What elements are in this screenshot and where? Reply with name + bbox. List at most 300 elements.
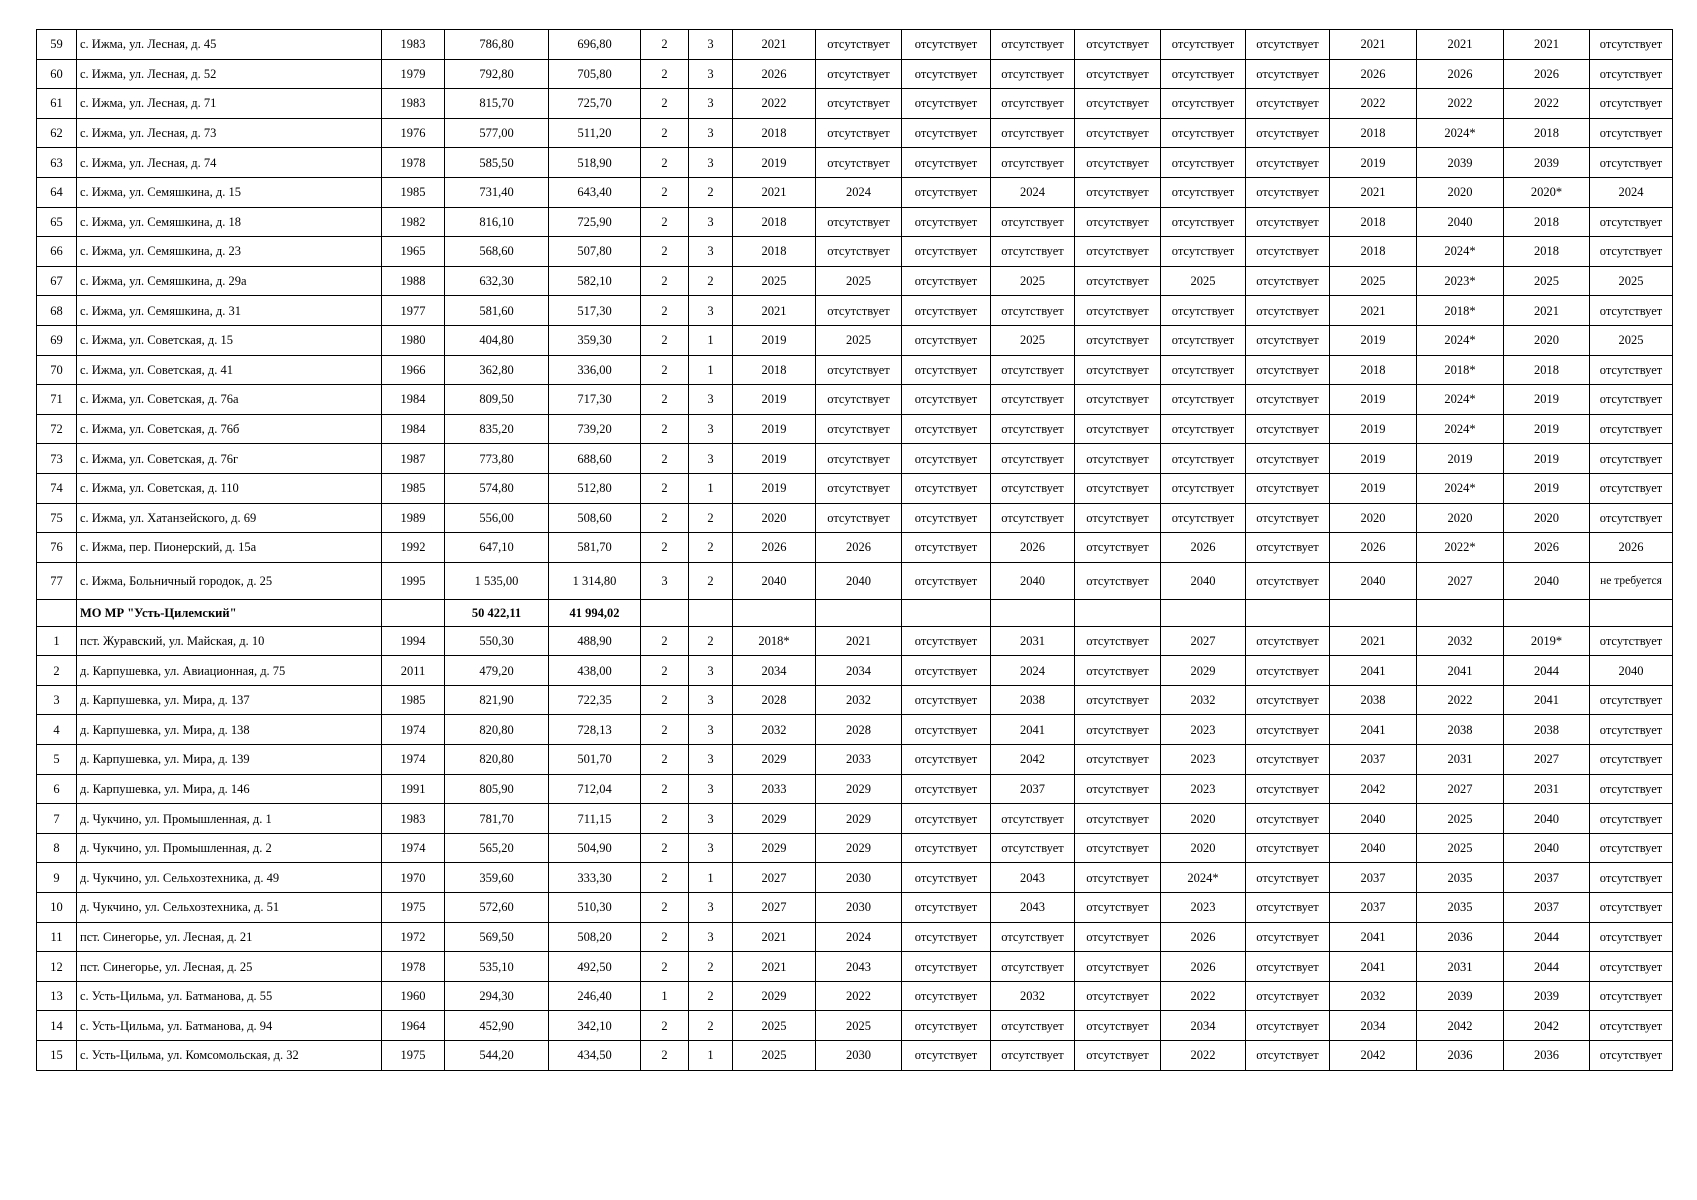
cell-floors: 2 [641, 774, 689, 804]
cell-roof-repair-year: 2026 [733, 533, 816, 563]
empty-cell [991, 599, 1075, 626]
table-row [37, 952, 1673, 982]
cell-facade-repair-year: отсутствует [816, 148, 902, 178]
cell-living-area: 725,90 [549, 207, 641, 237]
cell-row-number: 8 [37, 833, 77, 863]
cell-electric-repair-year: 2041 [1504, 685, 1590, 715]
cell-year-built: 1989 [382, 503, 445, 533]
cell-facade-repair-year: отсутствует [816, 385, 902, 415]
cell-row-number: 73 [37, 444, 77, 474]
cell-insulation-repair-year: отсутствует [1590, 804, 1673, 834]
cell-water-supply-repair-year: 2040 [1330, 562, 1417, 599]
cell-heating-repair-year: отсутствует [1161, 148, 1246, 178]
cell-roof-repair-year: 2021 [733, 952, 816, 982]
cell-sewerage-repair-year: 2022* [1417, 533, 1504, 563]
cell-insulation-repair-year: отсутствует [1590, 922, 1673, 952]
cell-floors: 2 [641, 30, 689, 60]
cell-water-supply-repair-year: 2037 [1330, 745, 1417, 775]
housing-register-table [36, 29, 1673, 1071]
cell-year-built: 1970 [382, 863, 445, 893]
cell-total-area: 731,40 [445, 177, 549, 207]
cell-roof-repair-year: 2025 [733, 266, 816, 296]
table-row [37, 444, 1673, 474]
cell-basement-repair-year: отсутствует [902, 893, 991, 923]
cell-gas-repair-year: отсутствует [1246, 207, 1330, 237]
cell-sewerage-repair-year: 2031 [1417, 745, 1504, 775]
cell-electric-repair-year: 2040 [1504, 833, 1590, 863]
cell-total-area: 820,80 [445, 715, 549, 745]
cell-insulation-repair-year: 2040 [1590, 656, 1673, 686]
cell-basement-repair-year: отсутствует [902, 804, 991, 834]
cell-total-area: 577,00 [445, 118, 549, 148]
cell-foundation-repair-year: 2041 [991, 715, 1075, 745]
cell-elevator-repair-year: отсутствует [1075, 715, 1161, 745]
cell-basement-repair-year: отсутствует [902, 385, 991, 415]
cell-elevator-repair-year: отсутствует [1075, 562, 1161, 599]
cell-facade-repair-year: 2022 [816, 981, 902, 1011]
cell-row-number: 14 [37, 1011, 77, 1041]
cell-year-built: 1995 [382, 562, 445, 599]
table-row [37, 774, 1673, 804]
cell-row-number: 65 [37, 207, 77, 237]
table-row [37, 89, 1673, 119]
cell-address: д. Карпушевка, ул. Мира, д. 137 [77, 685, 382, 715]
cell-roof-repair-year: 2018 [733, 237, 816, 267]
cell-floors: 2 [641, 804, 689, 834]
cell-elevator-repair-year: отсутствует [1075, 626, 1161, 656]
cell-sewerage-repair-year: 2042 [1417, 1011, 1504, 1041]
table-row [37, 207, 1673, 237]
cell-foundation-repair-year: 2031 [991, 626, 1075, 656]
cell-water-supply-repair-year: 2019 [1330, 414, 1417, 444]
cell-entrances: 3 [689, 296, 733, 326]
cell-year-built: 1980 [382, 325, 445, 355]
cell-heating-repair-year: отсутствует [1161, 59, 1246, 89]
cell-address: пст. Синегорье, ул. Лесная, д. 21 [77, 922, 382, 952]
cell-total-area: 820,80 [445, 745, 549, 775]
cell-basement-repair-year: отсутствует [902, 237, 991, 267]
cell-water-supply-repair-year: 2034 [1330, 1011, 1417, 1041]
cell-basement-repair-year: отсутствует [902, 355, 991, 385]
cell-electric-repair-year: 2044 [1504, 656, 1590, 686]
cell-water-supply-repair-year: 2022 [1330, 89, 1417, 119]
cell-roof-repair-year: 2021 [733, 30, 816, 60]
cell-gas-repair-year: отсутствует [1246, 562, 1330, 599]
cell-gas-repair-year: отсутствует [1246, 745, 1330, 775]
cell-heating-repair-year: отсутствует [1161, 177, 1246, 207]
cell-floors: 2 [641, 656, 689, 686]
cell-living-area: 504,90 [549, 833, 641, 863]
cell-basement-repair-year: отсутствует [902, 922, 991, 952]
cell-living-area: 508,20 [549, 922, 641, 952]
cell-water-supply-repair-year: 2019 [1330, 325, 1417, 355]
empty-cell [816, 599, 902, 626]
cell-entrances: 2 [689, 177, 733, 207]
table-row [37, 118, 1673, 148]
cell-floors: 2 [641, 237, 689, 267]
cell-insulation-repair-year: отсутствует [1590, 981, 1673, 1011]
cell-electric-repair-year: 2020 [1504, 503, 1590, 533]
cell-water-supply-repair-year: 2021 [1330, 626, 1417, 656]
cell-total-area: 815,70 [445, 89, 549, 119]
cell-roof-repair-year: 2027 [733, 893, 816, 923]
empty-cell [1075, 599, 1161, 626]
cell-insulation-repair-year: отсутствует [1590, 444, 1673, 474]
cell-heating-repair-year: 2020 [1161, 833, 1246, 863]
cell-foundation-repair-year: отсутствует [991, 414, 1075, 444]
cell-row-number: 62 [37, 118, 77, 148]
cell-foundation-repair-year: 2024 [991, 656, 1075, 686]
cell-roof-repair-year: 2018 [733, 207, 816, 237]
cell-basement-repair-year: отсутствует [902, 1011, 991, 1041]
cell-elevator-repair-year: отсутствует [1075, 148, 1161, 178]
cell-gas-repair-year: отсутствует [1246, 148, 1330, 178]
cell-row-number: 6 [37, 774, 77, 804]
table-row [37, 503, 1673, 533]
table-row [37, 656, 1673, 686]
cell-electric-repair-year: 2019* [1504, 626, 1590, 656]
cell-address: с. Ижма, ул. Семяшкина, д. 23 [77, 237, 382, 267]
cell-roof-repair-year: 2027 [733, 863, 816, 893]
cell-water-supply-repair-year: 2021 [1330, 177, 1417, 207]
cell-foundation-repair-year: отсутствует [991, 833, 1075, 863]
section-total-area: 50 422,11 [445, 599, 549, 626]
cell-electric-repair-year: 2038 [1504, 715, 1590, 745]
cell-gas-repair-year: отсутствует [1246, 685, 1330, 715]
cell-elevator-repair-year: отсутствует [1075, 922, 1161, 952]
cell-year-built: 1972 [382, 922, 445, 952]
cell-facade-repair-year: 2024 [816, 922, 902, 952]
cell-entrances: 3 [689, 444, 733, 474]
cell-roof-repair-year: 2019 [733, 444, 816, 474]
cell-address: с. Ижма, ул. Лесная, д. 74 [77, 148, 382, 178]
cell-living-area: 582,10 [549, 266, 641, 296]
cell-heating-repair-year: 2020 [1161, 804, 1246, 834]
cell-gas-repair-year: отсутствует [1246, 59, 1330, 89]
cell-electric-repair-year: 2019 [1504, 473, 1590, 503]
cell-basement-repair-year: отсутствует [902, 266, 991, 296]
cell-total-area: 452,90 [445, 1011, 549, 1041]
cell-gas-repair-year: отсутствует [1246, 952, 1330, 982]
cell-living-area: 739,20 [549, 414, 641, 444]
cell-total-area: 632,30 [445, 266, 549, 296]
cell-gas-repair-year: отсутствует [1246, 774, 1330, 804]
cell-year-built: 1985 [382, 177, 445, 207]
cell-water-supply-repair-year: 2020 [1330, 503, 1417, 533]
cell-sewerage-repair-year: 2024* [1417, 473, 1504, 503]
cell-elevator-repair-year: отсутствует [1075, 503, 1161, 533]
table-row [37, 533, 1673, 563]
cell-row-number: 77 [37, 562, 77, 599]
cell-electric-repair-year: 2020 [1504, 325, 1590, 355]
cell-entrances: 3 [689, 118, 733, 148]
cell-insulation-repair-year: отсутствует [1590, 1011, 1673, 1041]
cell-elevator-repair-year: отсутствует [1075, 30, 1161, 60]
cell-roof-repair-year: 2021 [733, 177, 816, 207]
cell-sewerage-repair-year: 2022 [1417, 89, 1504, 119]
cell-electric-repair-year: 2031 [1504, 774, 1590, 804]
cell-entrances: 2 [689, 266, 733, 296]
cell-year-built: 1964 [382, 1011, 445, 1041]
cell-foundation-repair-year: 2043 [991, 893, 1075, 923]
cell-address: с. Ижма, ул. Семяшкина, д. 31 [77, 296, 382, 326]
cell-roof-repair-year: 2022 [733, 89, 816, 119]
cell-facade-repair-year: 2025 [816, 325, 902, 355]
cell-foundation-repair-year: отсутствует [991, 473, 1075, 503]
cell-heating-repair-year: 2024* [1161, 863, 1246, 893]
cell-water-supply-repair-year: 2018 [1330, 118, 1417, 148]
table-row [37, 981, 1673, 1011]
cell-address: с. Ижма, ул. Советская, д. 110 [77, 473, 382, 503]
cell-facade-repair-year: 2034 [816, 656, 902, 686]
cell-total-area: 535,10 [445, 952, 549, 982]
cell-insulation-repair-year: отсутствует [1590, 296, 1673, 326]
cell-address: с. Ижма, пер. Пионерский, д. 15а [77, 533, 382, 563]
cell-facade-repair-year: отсутствует [816, 118, 902, 148]
cell-gas-repair-year: отсутствует [1246, 626, 1330, 656]
cell-roof-repair-year: 2019 [733, 385, 816, 415]
cell-elevator-repair-year: отсутствует [1075, 1011, 1161, 1041]
cell-floors: 2 [641, 745, 689, 775]
empty-cell [1246, 599, 1330, 626]
cell-sewerage-repair-year: 2020 [1417, 503, 1504, 533]
cell-gas-repair-year: отсутствует [1246, 922, 1330, 952]
cell-foundation-repair-year: отсутствует [991, 296, 1075, 326]
cell-basement-repair-year: отсутствует [902, 774, 991, 804]
cell-roof-repair-year: 2032 [733, 715, 816, 745]
cell-insulation-repair-year: отсутствует [1590, 1041, 1673, 1071]
table-row [37, 833, 1673, 863]
cell-roof-repair-year: 2034 [733, 656, 816, 686]
cell-elevator-repair-year: отсутствует [1075, 89, 1161, 119]
cell-year-built: 1974 [382, 745, 445, 775]
cell-heating-repair-year: 2034 [1161, 1011, 1246, 1041]
cell-year-built: 1991 [382, 774, 445, 804]
cell-foundation-repair-year: отсутствует [991, 1041, 1075, 1071]
cell-sewerage-repair-year: 2041 [1417, 656, 1504, 686]
cell-row-number: 74 [37, 473, 77, 503]
cell-sewerage-repair-year: 2027 [1417, 774, 1504, 804]
cell-heating-repair-year: отсутствует [1161, 207, 1246, 237]
cell-water-supply-repair-year: 2041 [1330, 952, 1417, 982]
cell-year-built: 1984 [382, 414, 445, 444]
cell-sewerage-repair-year: 2036 [1417, 922, 1504, 952]
cell-sewerage-repair-year: 2023* [1417, 266, 1504, 296]
cell-floors: 2 [641, 355, 689, 385]
cell-row-number: 61 [37, 89, 77, 119]
cell-water-supply-repair-year: 2019 [1330, 385, 1417, 415]
cell-total-area: 581,60 [445, 296, 549, 326]
cell-entrances: 2 [689, 626, 733, 656]
cell-sewerage-repair-year: 2024* [1417, 325, 1504, 355]
cell-insulation-repair-year: 2025 [1590, 325, 1673, 355]
cell-sewerage-repair-year: 2032 [1417, 626, 1504, 656]
cell-electric-repair-year: 2020* [1504, 177, 1590, 207]
cell-roof-repair-year: 2019 [733, 325, 816, 355]
cell-heating-repair-year: 2023 [1161, 774, 1246, 804]
table-row [37, 296, 1673, 326]
cell-basement-repair-year: отсутствует [902, 745, 991, 775]
cell-total-area: 585,50 [445, 148, 549, 178]
cell-foundation-repair-year: отсутствует [991, 237, 1075, 267]
cell-year-built: 1974 [382, 715, 445, 745]
table-row [37, 804, 1673, 834]
cell-basement-repair-year: отсутствует [902, 626, 991, 656]
cell-address: д. Чукчино, ул. Промышленная, д. 2 [77, 833, 382, 863]
cell-floors: 2 [641, 207, 689, 237]
cell-facade-repair-year: отсутствует [816, 59, 902, 89]
cell-foundation-repair-year: отсутствует [991, 444, 1075, 474]
cell-insulation-repair-year: отсутствует [1590, 237, 1673, 267]
cell-basement-repair-year: отсутствует [902, 715, 991, 745]
cell-address: с. Ижма, ул. Лесная, д. 45 [77, 30, 382, 60]
cell-electric-repair-year: 2036 [1504, 1041, 1590, 1071]
cell-sewerage-repair-year: 2024* [1417, 118, 1504, 148]
cell-insulation-repair-year: 2025 [1590, 266, 1673, 296]
cell-insulation-repair-year: отсутствует [1590, 118, 1673, 148]
empty-cell [37, 599, 77, 626]
cell-sewerage-repair-year: 2039 [1417, 981, 1504, 1011]
cell-sewerage-repair-year: 2027 [1417, 562, 1504, 599]
cell-year-built: 1983 [382, 89, 445, 119]
section-name: МО МР "Усть-Цилемский" [77, 599, 382, 626]
cell-sewerage-repair-year: 2022 [1417, 685, 1504, 715]
cell-row-number: 7 [37, 804, 77, 834]
cell-heating-repair-year: 2029 [1161, 656, 1246, 686]
cell-gas-repair-year: отсутствует [1246, 414, 1330, 444]
cell-roof-repair-year: 2018 [733, 118, 816, 148]
cell-row-number: 59 [37, 30, 77, 60]
cell-total-area: 572,60 [445, 893, 549, 923]
cell-foundation-repair-year: отсутствует [991, 59, 1075, 89]
cell-electric-repair-year: 2039 [1504, 981, 1590, 1011]
cell-entrances: 2 [689, 503, 733, 533]
cell-entrances: 1 [689, 355, 733, 385]
cell-address: с. Ижма, ул. Советская, д. 76а [77, 385, 382, 415]
cell-facade-repair-year: 2030 [816, 1041, 902, 1071]
cell-year-built: 1960 [382, 981, 445, 1011]
cell-living-area: 517,30 [549, 296, 641, 326]
cell-address: д. Карпушевка, ул. Мира, д. 138 [77, 715, 382, 745]
cell-total-area: 805,90 [445, 774, 549, 804]
cell-electric-repair-year: 2026 [1504, 59, 1590, 89]
cell-elevator-repair-year: отсутствует [1075, 266, 1161, 296]
cell-entrances: 3 [689, 745, 733, 775]
cell-sewerage-repair-year: 2018* [1417, 296, 1504, 326]
cell-water-supply-repair-year: 2042 [1330, 774, 1417, 804]
cell-gas-repair-year: отсутствует [1246, 177, 1330, 207]
cell-living-area: 342,10 [549, 1011, 641, 1041]
cell-floors: 2 [641, 296, 689, 326]
cell-insulation-repair-year: отсутствует [1590, 774, 1673, 804]
cell-water-supply-repair-year: 2026 [1330, 59, 1417, 89]
cell-roof-repair-year: 2029 [733, 745, 816, 775]
cell-roof-repair-year: 2029 [733, 833, 816, 863]
cell-living-area: 510,30 [549, 893, 641, 923]
cell-basement-repair-year: отсутствует [902, 981, 991, 1011]
cell-address: с. Ижма, ул. Советская, д. 76б [77, 414, 382, 444]
cell-elevator-repair-year: отсутствует [1075, 177, 1161, 207]
cell-total-area: 359,60 [445, 863, 549, 893]
cell-electric-repair-year: 2018 [1504, 118, 1590, 148]
cell-floors: 2 [641, 385, 689, 415]
cell-row-number: 13 [37, 981, 77, 1011]
cell-foundation-repair-year: отсутствует [991, 1011, 1075, 1041]
cell-floors: 2 [641, 473, 689, 503]
cell-year-built: 1978 [382, 148, 445, 178]
cell-address: с. Ижма, ул. Лесная, д. 71 [77, 89, 382, 119]
cell-total-area: 792,80 [445, 59, 549, 89]
cell-heating-repair-year: 2032 [1161, 685, 1246, 715]
cell-basement-repair-year: отсутствует [902, 207, 991, 237]
cell-row-number: 2 [37, 656, 77, 686]
cell-insulation-repair-year: 2024 [1590, 177, 1673, 207]
cell-heating-repair-year: 2026 [1161, 533, 1246, 563]
table-row [37, 745, 1673, 775]
cell-insulation-repair-year: отсутствует [1590, 863, 1673, 893]
cell-water-supply-repair-year: 2037 [1330, 863, 1417, 893]
cell-roof-repair-year: 2029 [733, 804, 816, 834]
cell-entrances: 2 [689, 1011, 733, 1041]
cell-elevator-repair-year: отсутствует [1075, 952, 1161, 982]
table-row [37, 325, 1673, 355]
cell-roof-repair-year: 2019 [733, 473, 816, 503]
cell-gas-repair-year: отсутствует [1246, 444, 1330, 474]
cell-address: с. Ижма, ул. Советская, д. 15 [77, 325, 382, 355]
cell-water-supply-repair-year: 2041 [1330, 656, 1417, 686]
cell-facade-repair-year: 2025 [816, 266, 902, 296]
cell-address: с. Усть-Цильма, ул. Батманова, д. 94 [77, 1011, 382, 1041]
cell-electric-repair-year: 2037 [1504, 893, 1590, 923]
cell-floors: 2 [641, 503, 689, 533]
cell-insulation-repair-year: отсутствует [1590, 893, 1673, 923]
cell-living-area: 492,50 [549, 952, 641, 982]
cell-water-supply-repair-year: 2018 [1330, 237, 1417, 267]
table-row [37, 385, 1673, 415]
cell-entrances: 2 [689, 981, 733, 1011]
cell-living-area: 705,80 [549, 59, 641, 89]
table-row [37, 473, 1673, 503]
cell-year-built: 1987 [382, 444, 445, 474]
cell-basement-repair-year: отсутствует [902, 296, 991, 326]
cell-gas-repair-year: отсутствует [1246, 385, 1330, 415]
cell-row-number: 68 [37, 296, 77, 326]
cell-sewerage-repair-year: 2024* [1417, 414, 1504, 444]
cell-floors: 2 [641, 863, 689, 893]
cell-basement-repair-year: отсутствует [902, 656, 991, 686]
cell-foundation-repair-year: 2037 [991, 774, 1075, 804]
cell-elevator-repair-year: отсутствует [1075, 237, 1161, 267]
cell-elevator-repair-year: отсутствует [1075, 774, 1161, 804]
cell-year-built: 1975 [382, 893, 445, 923]
cell-roof-repair-year: 2021 [733, 296, 816, 326]
cell-electric-repair-year: 2037 [1504, 863, 1590, 893]
cell-entrances: 3 [689, 59, 733, 89]
cell-year-built: 1988 [382, 266, 445, 296]
table-row [37, 626, 1673, 656]
empty-cell [733, 599, 816, 626]
cell-insulation-repair-year: отсутствует [1590, 207, 1673, 237]
cell-total-area: 781,70 [445, 804, 549, 834]
cell-heating-repair-year: отсутствует [1161, 503, 1246, 533]
cell-sewerage-repair-year: 2024* [1417, 385, 1504, 415]
cell-facade-repair-year: отсутствует [816, 237, 902, 267]
cell-water-supply-repair-year: 2019 [1330, 148, 1417, 178]
cell-entrances: 3 [689, 207, 733, 237]
cell-address: с. Ижма, ул. Семяшкина, д. 29а [77, 266, 382, 296]
cell-total-area: 773,80 [445, 444, 549, 474]
cell-insulation-repair-year: отсутствует [1590, 685, 1673, 715]
